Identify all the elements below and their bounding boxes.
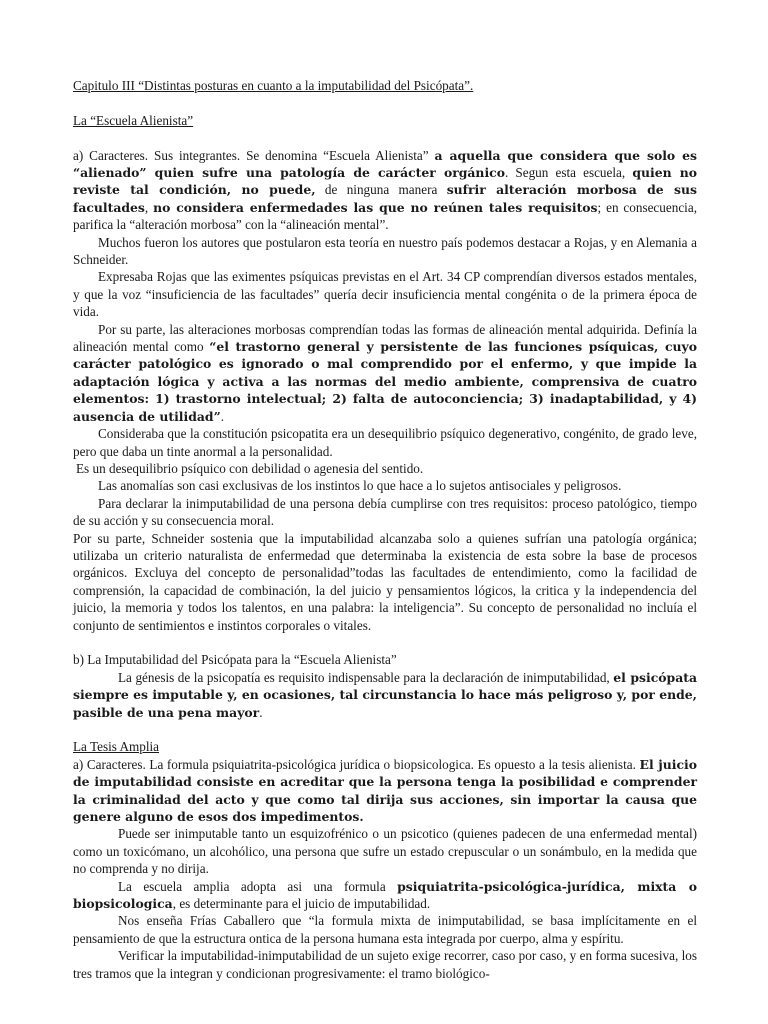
text-run: a) Caracteres. La formula psiquiatrita-psicológica jurídica o biopsicologica. Es opuesto a la tesis alienista. xyxy=(73,756,640,772)
document-page xyxy=(73,77,697,982)
paragraph-genesis xyxy=(73,669,697,721)
bold-text: El juicio de imputabilidad consiste en acreditar que la persona tenga la posibilidad e comprender la criminalidad del acto y que como tal dirija sus acciones, sin importar la causa que genere alguno de esos dos impedimentos. xyxy=(73,756,697,824)
section-title-imputabilidad-psicopata: b) La Imputabilidad del Psicópata para la “Escuela Alienista” xyxy=(73,652,397,668)
paragraph-por-su-parte xyxy=(73,321,697,425)
text-run: La escuela amplia adopta asi una formula xyxy=(118,878,398,894)
paragraph-es-un: Es un desequilibrio psíquico con debilidad o agenesia del sentido. xyxy=(76,460,424,476)
text-run: a) Caracteres. Sus integrantes. Se denomina “Escuela Alienista” xyxy=(73,147,435,163)
bold-text: sufrir alteración morbosa de sus facultades xyxy=(73,182,697,215)
paragraph-anomalias: Las anomalías son casi exclusivas de los instintos lo que hace a lo sujetos antisociales y peligrosos. xyxy=(98,478,622,494)
text-run: La génesis de la psicopatía es requisito indispensable para la declaración de inimputabilidad, xyxy=(118,669,614,685)
paragraph-caracteres-tesis xyxy=(73,756,697,826)
text-run: , es determinante para el juicio de imputabilidad. xyxy=(172,896,431,912)
text-run: . xyxy=(220,408,224,424)
paragraph-para-declarar: Para declarar la inimputabilidad de una persona debía cumplirse con tres requisitos: proceso patológico, tiempo de su acción y su consecuencia moral. xyxy=(73,495,697,529)
paragraph-puede: Puede ser inimputable tanto un esquizofrénico o un psicotico (quienes padecen de una enfermedad mental) como un toxicómano, un alcohólico, una persona que sufre un estado crepuscular o un sonámbulo, en la medida que no comprenda y no dirija. xyxy=(73,826,697,877)
bold-text: “el trastorno general y persistente de las funciones psíquicas, cuyo carácter patológico es ignorado o mal comprendido por el enfermo, y que impide la adaptación lógica y activa a las normas del medio ambiente, comprensiva de cuatro elementos: 1) trastorno intelectual; 2) falta de autoconciencia; 3) inadaptabilidad, y 4) ausencia de utilidad” xyxy=(73,339,697,424)
text-run: . xyxy=(259,704,263,720)
text-run: ; en consecuencia, parifica la “alteración morbosa” con la “alineación mental”. xyxy=(73,199,697,233)
paragraph-caracteres xyxy=(73,147,697,234)
paragraph-frias: Nos enseña Frías Caballero que “la formula mixta de inimputabilidad, se basa implícitamente en el pensamiento de que la estructura ontica de la persona humana esta integrada por cuerpo, alma y espíritu. xyxy=(73,913,697,946)
section-title-escuela-alienista: La “Escuela Alienista” xyxy=(73,112,194,128)
paragraph-escuela-amplia xyxy=(73,878,697,913)
bold-text: no considera enfermedades las que no reúnen tales requisitos xyxy=(153,199,598,215)
text-run: Por su parte, las alteraciones morbosas comprendían todas las formas de alineación mental adquirida. Definía la alineación mental como xyxy=(73,321,697,355)
bold-text: quien no reviste tal condición, no puede, xyxy=(73,165,698,198)
section-title-tesis-amplia: La Tesis Amplia xyxy=(73,739,160,755)
paragraph-consideraba: Consideraba que la constitución psicopatita era un desequilibrio psíquico degenerativo, congénito, de grado leve, pero que daba un tinte anormal a la personalidad. xyxy=(73,426,697,459)
text-run: de ninguna manera xyxy=(315,182,447,198)
text-run: , xyxy=(144,199,154,215)
bold-text: el psicópata siempre es imputable y, en ocasiones, tal circunstancia lo hace más peligroso y, por ende, pasible de una pena mayor xyxy=(73,669,697,720)
paragraph-schneider: Por su parte, Schneider sostenia que la imputabilidad alcanzaba solo a quienes sufrían una patología orgánica; utilizaba un criterio naturalista de enfermedad que determinaba la existencia de esta sobre la base de procesos orgánicos. Excluya del concepto de personalidad”todas las facultades de entendimiento, como la facilidad de comprensión, la capacidad de combinación, la del juicio y pensamientos lógicos, la critica y la independencia del juicio, la memoria y todos los talentos, en una palabra: la inteligencia”. Su concepto de personalidad no incluía el conjunto de sentimientos e instintos corporales o vitales. xyxy=(73,530,697,633)
paragraph-muchos: Muchos fueron los autores que postularon esta teoría en nuestro país podemos destacar a Rojas, y en Alemania a Schneider. xyxy=(73,234,697,268)
bold-text: a aquella que considera que solo es “alienado” quien sufre una patología de carácter orgánico xyxy=(73,147,697,180)
bold-text: psiquiatrita-psicológica-jurídica, mixta o biopsicologica xyxy=(73,878,698,912)
paragraph-verificar: Verificar la imputabilidad-inimputabilidad de un sujeto exige recorrer, caso por caso, y en forma sucesiva, los tres tramos que la integran y condicionan progresivamente: el tramo biológico- xyxy=(73,948,697,981)
text-run: . Segun esta escuela, xyxy=(504,165,633,180)
paragraph-expresaba: Expresaba Rojas que las eximentes psíquicas previstas en el Art. 34 CP comprendían diversos estados mentales, y que la voz “insuficiencia de las facultades” quería decir insuficiencia mental congénita o de la primera época de vida. xyxy=(73,269,697,320)
chapter-title: Capitulo III “Distintas posturas en cuanto a la imputabilidad del Psicópata”. xyxy=(73,78,474,93)
